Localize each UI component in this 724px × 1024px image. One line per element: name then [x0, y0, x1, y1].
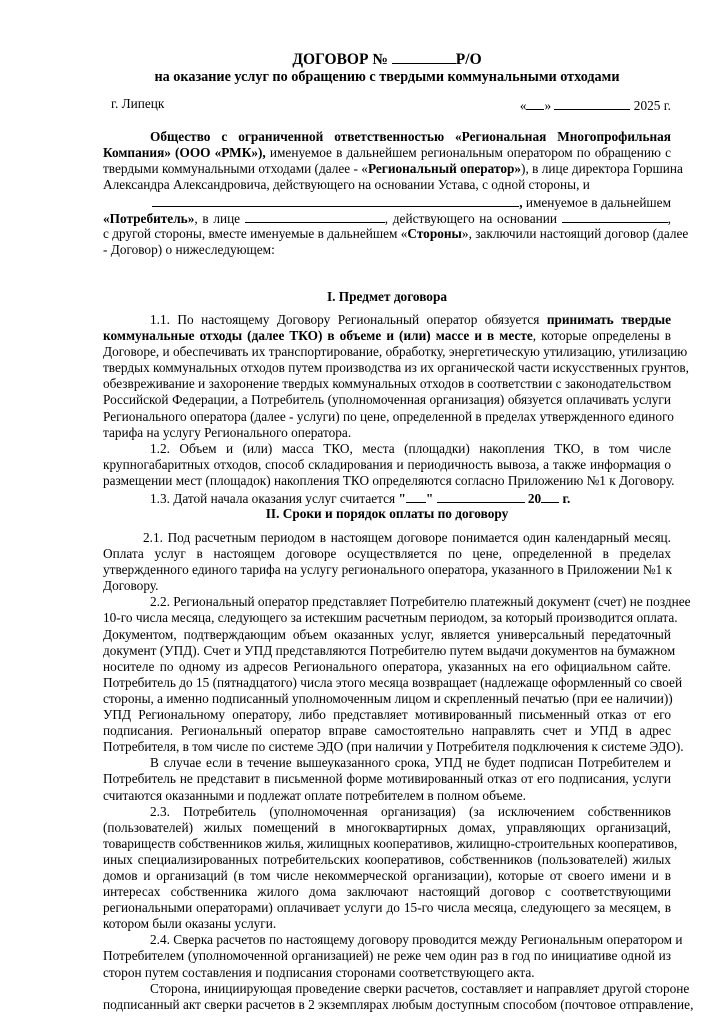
service-start-date-line: 1.3. Датой начала оказания услуг считается " " 20 г. [150, 491, 571, 507]
section-2-body: 2.1. Под расчетным периодом в настоящем договоре понимается один календарный месяц. Оплата услуг в настоящем договоре осуществляется по цене, определенной в пределах утвержденного единого тарифа на услугу регионального оператора, указанного в Приложении №1 к Договору. 2.2. Региональный оператор представляет Потребителю платежный документ (счет) не позднее 10-го числа месяца, следующего за истекшим расчетным периодом, за который производится оплата. Документом, подтверждающим объем оказанных услуг, является универсальный передаточный документ (УПД). Счет и УПД представляются Потребителю путем выдачи документов на бумажном носителе по одному из адресов Регионального оператора, указанных на его официальном сайте. Потребитель до 15 (пятнадцатого) числа этого месяца возвращает (надлежаще оформленный со своей стороны, а именно подписанный уполномоченным лицом и скрепленный печатью (при ее наличии)) УПД Региональному оператору, либо представляет мотивированный письменный отказ от его подписания. Региональный оператор вправе самостоятельно направлять счет и УПД в адрес Потребителя, в том числе по системе ЭДО (при наличии у Потребителя подключения к системе ЭДО). В случае если в течение вышеуказанного срока, УПД не будет подписан Потребителем и Потребитель не представит в письменной форме мотивированный отказ от его подписания, услуги считаются оказанными и подлежат оплате потребителем в полном объеме. 2.3. Потребитель (уполномоченная организация) (за исключением собственников (пользователей) жилых помещений в многоквартирных домах, управляющих организаций, товариществ собственников жилья, жилищных кооперативов, жилищно-строительных кооперативов, иных специализированных потребительских кооперативов, собственников (пользователей) жилых домов и организаций (в том числе некоммерческой организации), которые от своего имени и в интересах собственника жилого дома заключают настоящий договор с соответствующими региональными операторами) оплачивает услуги до 15-го числа месяца, следующего за месяцем, в котором были оказаны услуги. 2.4. Сверка расчетов по настоящему договору проводится между Региональным оператором и Потребителем (уполномоченной организацией) не реже чем один раз в год по инициативе одной из сторон путем составления и подписания сторонами соответствующего акта. Сторона, инициирующая проведение сверки расчетов, составляет и направляет другой стороне подписанный акт сверки расчетов в 2 экземплярах любым доступным способом (почтовое отправление, [103, 530, 694, 1012]
preamble: Общество с ограниченной ответственностью «Региональная Многопрофильная Компания» (ООО «РМК»), именуемое в дальнейшем региональным оператором по обращению с твердыми коммунальными отходами (далее - «Региональный оператор»), в лице директора Горшина Александра Александровича, действующего на основании Устава, с одной стороны, и , именуемое в дальнейшем «Потребитель», в лице , действующего на основании , с другой стороны, вместе именуемые в дальнейшем «Стороны», заключили настоящий договор (далее - Договор) о нижеследующем: [103, 129, 689, 257]
city: г. Липецк [111, 96, 165, 111]
section-1-heading: I. Предмет договора [326, 289, 447, 304]
consumer-name-line: , именуемое в дальнейшем [103, 193, 671, 209]
basis-blank [562, 209, 668, 223]
contract-date: « » 2025 г. [519, 98, 671, 113]
representative-blank [245, 209, 385, 223]
contract-title: ДОГОВОР № Р/О [292, 51, 482, 68]
section-2-heading: II. Сроки и порядок оплаты по договору [265, 506, 509, 521]
section-1-body: 1.1. По настоящему Договору Региональный оператор обязуется принимать твердые коммунальные отходы (далее ТКО) в объеме и (или) массе и в месте, которые определены в Договоре, и обеспечивать их транспортирование, обработку, энергетическую утилизацию, утилизацию твердых коммунальных отходов путем производства из их органической части искусственных грунтов, обезвреживание и захоронение твердых коммунальных отходов в соответствии с законодательством Российской Федерации, а Потребитель (уполномоченная организация) обязуется оплачивать услуги Регионального оператора (далее - услуги) по цене, определенной в пределах утвержденного единого тарифа на услугу Регионального оператора. 1.2. Объем и (или) масса ТКО, места (площадки) накопления ТКО, в том числе крупногабаритных отходов, способ складирования и периодичность вывоза, а также информация о размещении мест (площадок) накопления ТКО определяются согласно Приложению №1 к Договору. 1.3. Датой начала оказания услуг считается " " 20 г. [103, 312, 690, 507]
contract-number-blank [392, 50, 456, 64]
contract-subtitle: на оказание услуг по обращению с твердыми коммунальными отходами [154, 69, 620, 85]
consumer-name-blank [152, 193, 519, 207]
